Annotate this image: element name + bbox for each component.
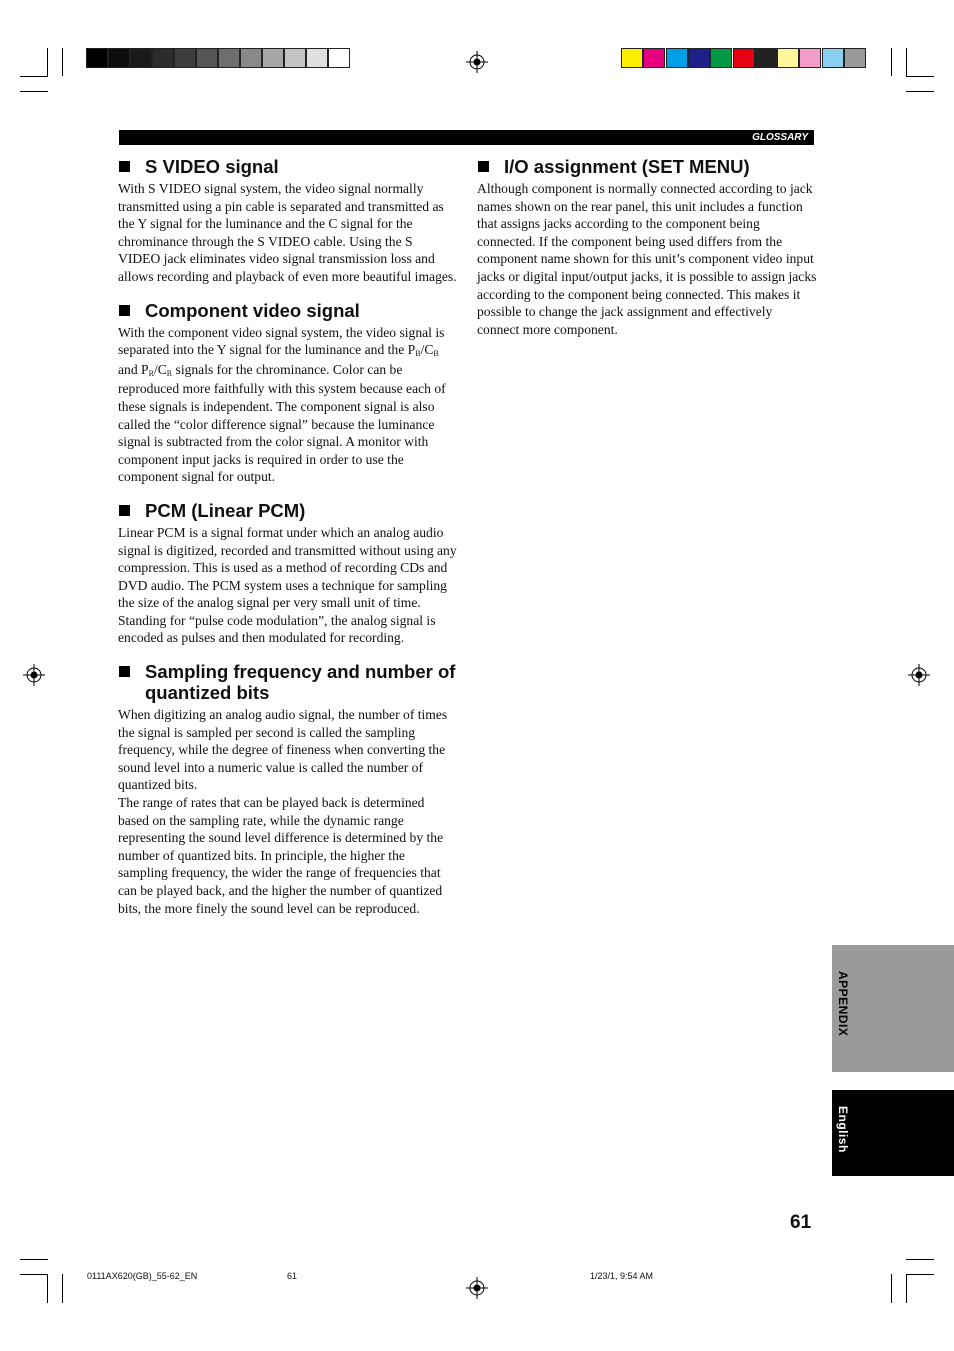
crop-mark <box>906 76 934 77</box>
gray-swatch <box>306 48 328 68</box>
square-bullet-icon <box>119 666 130 677</box>
crop-mark <box>62 1274 63 1303</box>
glossary-entry <box>118 500 458 647</box>
registration-mark-icon <box>466 1277 488 1299</box>
color-swatch <box>822 48 844 68</box>
entry-paragraph: Linear PCM is a signal format under which an analog audio signal is digitized, recorded and transmitted without using any compression. This is used as a method of recording CDs and DVD audio. The PCM system uses a technique for sampling the size of the analog signal per very small unit of time. Standing for “pulse code modulation”, the analog signal is encoded as pulses and then modulated for recording. <box>118 524 457 646</box>
english-tab <box>832 1090 954 1176</box>
color-swatch <box>755 48 777 68</box>
right-column <box>477 156 817 352</box>
footer-timestamp: 1/23/1, 9:54 AM <box>590 1271 654 1281</box>
crop-mark <box>47 1274 48 1303</box>
entry-heading: Component video signal <box>118 300 458 321</box>
gray-swatch <box>108 48 130 68</box>
crop-mark <box>20 1259 48 1260</box>
entry-paragraph: The range of rates that can be played back is determined based on the sampling rate, while the dynamic range representing the sound level difference is determined by the number of quantized bits. In principle, the higher the sampling frequency, the wider the range of frequencies that can be played back, and the higher the number of quantized bits, the more finely the sound level can be reproduced. <box>118 795 444 916</box>
left-column <box>118 156 458 931</box>
crop-mark <box>906 91 934 92</box>
registration-mark-icon <box>23 664 45 686</box>
color-swatch <box>666 48 688 68</box>
entry-paragraph: With S VIDEO signal system, the video signal normally transmitted using a pin cable is separated and transmitted as the Y signal for the luminance and the C signal for the chrominance through the S VIDEO cable. Using the S VIDEO jack eliminates video signal transmission loss and allows recording and playback of even more beautiful images. <box>118 181 457 284</box>
entry-heading: I/O assignment (SET MENU) <box>477 156 817 177</box>
section-header-bar <box>119 130 814 145</box>
crop-mark <box>20 76 48 77</box>
square-bullet-icon <box>478 161 489 172</box>
gray-swatch <box>196 48 218 68</box>
crop-mark <box>906 1274 907 1303</box>
crop-mark <box>891 1274 892 1303</box>
gray-swatch <box>130 48 152 68</box>
entry-heading: S VIDEO signal <box>118 156 458 177</box>
entry-heading: PCM (Linear PCM) <box>118 500 458 521</box>
english-tab-label: English <box>836 1106 850 1153</box>
color-swatch <box>799 48 821 68</box>
page-number: 61 <box>790 1212 812 1233</box>
crop-mark <box>47 48 48 76</box>
crop-mark <box>906 48 907 76</box>
color-swatch <box>643 48 665 68</box>
glossary-entry <box>118 661 458 917</box>
gray-swatch <box>152 48 174 68</box>
square-bullet-icon <box>119 505 130 516</box>
color-swatch <box>710 48 732 68</box>
color-swatch <box>733 48 755 68</box>
entry-heading: Sampling frequency and number of quantized bits <box>118 661 458 703</box>
crop-mark <box>62 48 63 76</box>
square-bullet-icon <box>119 305 130 316</box>
gray-swatch <box>284 48 306 68</box>
footer-file-name: 0111AX620(GB)_55-62_EN <box>87 1271 198 1281</box>
gray-swatch <box>328 48 350 68</box>
entry-paragraph: Although component is normally connected according to jack names shown on the rear panel, this unit includes a function that assigns jacks according to the component being connected. If the component being used differs from the component name shown for this unit’s component video input jacks or digital input/output jacks, it is possible to assign jacks according to the component being connected. This makes it possible to change the jack assignment and effectively connect more component. <box>477 181 817 337</box>
footer-page: 61 <box>287 1271 298 1281</box>
crop-mark <box>20 91 48 92</box>
square-bullet-icon <box>119 161 130 172</box>
entry-paragraph: When digitizing an analog audio signal, the number of times the signal is sampled per second is called the sampling frequency, while the degree of fineness when converting the sound level into a numeric value is called the number of quantized bits. <box>118 707 448 793</box>
appendix-tab <box>832 945 954 1072</box>
crop-mark <box>891 48 892 76</box>
registration-mark-icon <box>908 664 930 686</box>
gray-swatch <box>218 48 240 68</box>
color-swatch <box>777 48 799 68</box>
glossary-entry <box>118 156 458 286</box>
section-header-label: GLOSSARY <box>752 132 808 143</box>
color-swatch <box>688 48 710 68</box>
gray-swatch <box>240 48 262 68</box>
registration-mark-icon <box>466 51 488 73</box>
color-swatch <box>844 48 866 68</box>
crop-mark <box>20 1274 48 1275</box>
appendix-tab-label: APPENDIX <box>836 971 850 1037</box>
crop-mark <box>906 1274 934 1275</box>
gray-swatch <box>86 48 108 68</box>
entry-paragraph: With the component video signal system, the video signal is separated into the Y signal for the luminance and the $P_B/C_B$ and $P_R/C_R$ signals for the chrominance. Color can be reproduced more faithfully with this system because each of these signals is independent. The component signal is also called the “color difference signal” because the luminance signal is subtracted from the color signal. A monitor with component input jacks is required in order to use the component signal for output. <box>118 324 446 485</box>
gray-swatch <box>174 48 196 68</box>
glossary-entry <box>118 300 458 486</box>
color-swatch <box>621 48 643 68</box>
crop-mark <box>906 1259 934 1260</box>
gray-swatch <box>262 48 284 68</box>
glossary-entry <box>477 156 817 338</box>
